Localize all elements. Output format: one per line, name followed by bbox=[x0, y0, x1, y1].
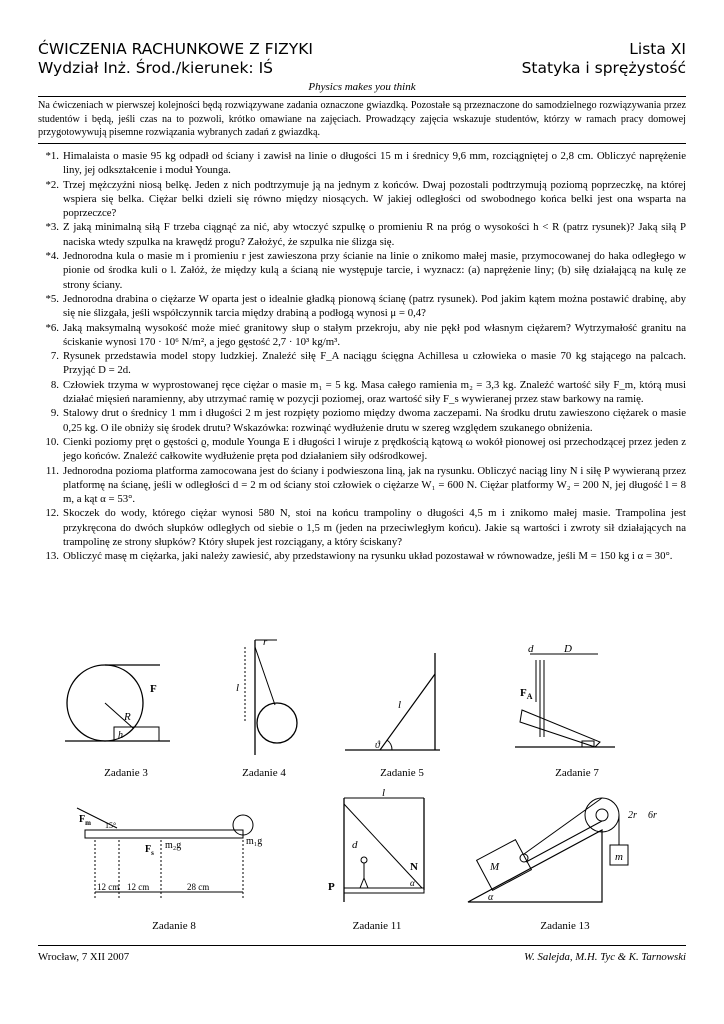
svg-text:FA bbox=[520, 687, 533, 701]
z8-d3: 28 cm bbox=[187, 882, 210, 892]
problem-item bbox=[38, 220, 686, 249]
z11-P: P bbox=[328, 881, 335, 893]
z8-angle: 15° bbox=[105, 821, 117, 830]
problem-number: *3. bbox=[45, 221, 59, 234]
figure-z11 bbox=[322, 787, 432, 910]
z8-Fm-sub: m bbox=[85, 819, 91, 827]
problem-item bbox=[38, 549, 686, 563]
caption-z3: Zadanie 3 bbox=[104, 767, 148, 779]
problem-item bbox=[38, 178, 686, 221]
page-header bbox=[38, 40, 686, 78]
z7-FA-sub: A bbox=[526, 692, 533, 701]
problem-item bbox=[38, 506, 686, 549]
z3-F: F bbox=[150, 683, 157, 695]
z7-D: D bbox=[564, 643, 572, 655]
svg-text:Fs bbox=[145, 844, 154, 857]
svg-text:Fm bbox=[79, 814, 91, 827]
z11-d: d bbox=[352, 839, 358, 851]
z4-l: l bbox=[236, 682, 240, 694]
problem-item bbox=[38, 292, 686, 321]
problem-text: Jaką maksymalną wysokość może mieć granitowy słup o stałym przekroju, aby nie pękł pod własnym ciężarem? Wytrzymałość granitu na ściskanie wynosi 170 · 10⁶ N/m², a jego gęstość 2,7 · 10³ kg/m³. bbox=[63, 321, 686, 348]
problem-item bbox=[38, 378, 686, 407]
page-footer bbox=[38, 945, 686, 963]
z8-m1g: m₁g bbox=[246, 836, 263, 847]
caption-z7: Zadanie 7 bbox=[555, 767, 599, 779]
figure-z4 bbox=[225, 635, 325, 760]
problem-text: Himalaista o masie 95 kg odpadł od ściany i zawisł na linie o długości 15 m i średnicy 9,6 mm, rozciągniętej o 2,8 cm. Obliczyć naprężenie liny, jej odkształcenie i moduł Younga. bbox=[63, 150, 686, 177]
problem-number: 11. bbox=[45, 464, 59, 477]
caption-z8: Zadanie 8 bbox=[152, 920, 196, 932]
problem-number: 12. bbox=[45, 507, 59, 520]
problem-item bbox=[38, 349, 686, 378]
problem-item bbox=[38, 249, 686, 292]
problem-number: 13. bbox=[45, 550, 59, 563]
problem-item bbox=[38, 435, 686, 464]
motto: Physics makes you think bbox=[308, 81, 416, 93]
list-number: Lista XI bbox=[629, 40, 686, 58]
problem-number: *4. bbox=[45, 250, 59, 263]
z7-d: d bbox=[528, 643, 534, 655]
problem-item bbox=[38, 321, 686, 350]
problem-number: 7. bbox=[50, 350, 59, 363]
problem-list bbox=[38, 149, 686, 564]
problem-item bbox=[38, 464, 686, 507]
list-topic: Statyka i sprężystość bbox=[521, 59, 686, 77]
problem-number: 9. bbox=[50, 407, 59, 420]
z5-theta: ϑ bbox=[375, 740, 380, 751]
caption-z11: Zadanie 11 bbox=[352, 920, 402, 932]
problem-number: *6. bbox=[45, 321, 59, 334]
z13-r2: 2r bbox=[628, 810, 637, 821]
figure-z8 bbox=[75, 800, 263, 908]
problem-text: Jednorodna drabina o ciężarze W oparta jest o idealnie gładką pionową ścianę (patrz rysunek). Pod jakim kątem można postawić drabinę, aby się nie ślizgała, jeśli współczynnik tarcia między drabiną a podłogą wynosi μ = 0,4? bbox=[63, 292, 686, 320]
problem-item bbox=[38, 406, 686, 435]
figure-z13 bbox=[462, 790, 672, 908]
problem-text: Skoczek do wody, którego ciężar wynosi 580 N, stoi na końcu trampoliny o długości 4,5 m i znikomo małej masie. Trampolina jest przykręcona do dwóch słupków odległych od siebie o 1,5 m (jeden na przeciwległym końcu). Jakie są wartości i zwroty sił działających na trampolinę ze strony słupków? Który słupek jest rozciągany, a który ściskany? bbox=[63, 507, 686, 549]
problem-text: Człowiek trzyma w wyprostowanej ręce ciężar o masie m₁ = 5 kg. Masa całego ramienia m₂ = 3,3 kg. Znaleźć wartość siły F_m, którą musi działać mięsień naramienny, aby utrzymać ramię w pozycji poziomej, oraz wartość siły F_s wywieranej przez staw barkowy na ramię. bbox=[63, 378, 686, 406]
problem-number: 10. bbox=[45, 435, 59, 448]
figure-z7 bbox=[510, 642, 620, 757]
problem-text: Cienki poziomy pręt o gęstości ϱ, module Younga E i długości l wiruje z prędkością kątową ω wokół pionowej osi przechodzącej przez jeden z jego końców. Znaleźć całkowite wydłużenie pręta pod działaniem siły odśrodkowej. bbox=[63, 435, 686, 463]
z11-l: l bbox=[382, 787, 386, 799]
problem-number: *1. bbox=[45, 150, 59, 162]
problem-number: *5. bbox=[45, 292, 59, 305]
course-title: ĆWICZENIA RACHUNKOWE Z FIZYKI bbox=[38, 40, 313, 58]
z11-N: N bbox=[410, 861, 418, 873]
z11-alpha: α bbox=[410, 878, 415, 888]
z13-alpha: α bbox=[488, 892, 494, 903]
problem-item bbox=[38, 149, 686, 178]
z8-Fs-sub: s bbox=[151, 849, 154, 857]
z3-h: h bbox=[118, 730, 123, 741]
z13-m: m bbox=[615, 851, 623, 863]
z8-Fm: F bbox=[79, 814, 86, 825]
z4-r: r bbox=[263, 636, 268, 648]
problem-text: Z jaką minimalną siłą F trzeba ciągnąć za nić, aby wtoczyć szpulkę o promieniu R na próg o wysokości h < R (patrz rysunek)? Jaką siłą P naciska wtedy szpulka na krawędź progu? Założyć, że szpulka nie ślizga się. bbox=[63, 221, 686, 248]
caption-z13: Zadanie 13 bbox=[540, 920, 590, 932]
problem-text: Obliczyć masę m ciężarka, jaki należy zawiesić, aby przedstawiony na rysunku układ pozostawał w równowadze, jeśli M = 150 kg i α = 30°. bbox=[63, 550, 673, 563]
z13-r6: 6r bbox=[648, 810, 657, 821]
intro-paragraph: Na ćwiczeniach w pierwszej kolejności będą rozwiązywane zadania oznaczone gwiazdką. Pozostałe są przeznaczone do samodzielnego rozwiązywania przez studentów i będą, jeśli czas na to pozwoli, krótko omawiane na zajęciach. Prowadzący zajęcia wskazuje studentów, którzy w ramach pracy domowej przygotowywują pisemne rozwiązania wybranych zadań z gwiazdką. bbox=[38, 96, 686, 144]
caption-z4: Zadanie 4 bbox=[242, 767, 286, 779]
z13-M: M bbox=[490, 861, 500, 873]
caption-z5: Zadanie 5 bbox=[380, 767, 424, 779]
z7-FA: F bbox=[520, 687, 527, 699]
faculty-line: Wydział Inż. Środ./kierunek: IŚ bbox=[38, 59, 273, 77]
footer-date: Wrocław, 7 XII 2007 bbox=[38, 951, 130, 963]
z8-Fs: F bbox=[145, 844, 152, 855]
z8-m2g: m₂g bbox=[165, 840, 182, 851]
problem-number: 8. bbox=[50, 378, 59, 391]
z5-l: l bbox=[398, 699, 402, 711]
problem-number: *2. bbox=[45, 178, 59, 191]
footer-authors: W. Salejda, M.H. Tyc & K. Tarnowski bbox=[524, 951, 686, 963]
figure-z3 bbox=[60, 648, 180, 758]
figure-z5 bbox=[340, 648, 450, 758]
problem-text: Stalowy drut o średnicy 1 mm i długości 2 m jest rozpięty poziomo między dwoma zaczepami. Na środku drutu zawieszono ciężarek o masie 0,25 kg. O ile obniży się środek drutu? Wskazówka: rozwinąć wydłużenie drutu w szereg względem szukanego obniżenia. bbox=[63, 407, 686, 434]
problem-text: Trzej mężczyźni niosą belkę. Jeden z nich podtrzymuje ją na jednym z końców. Dwaj pozostali podtrzymują poziomą poprzeczkę, na której wspiera się belka. Ciężar belki dzieli się równo między niosących. W jakiej odległości od swobodnego końca belki jest ona wsparta na poprzeczce? bbox=[63, 178, 686, 220]
problem-text: Jednorodna pozioma platforma zamocowana jest do ściany i podwieszona liną, jak na rysunku. Obliczyć naciąg liny N i siłę P wywieraną przez platformę na ścianę, jeśli w odległości d = 2 m od ściany stoi człowiek o ciężarze W₁ = 600 N. Ciężar platformy W₂ = 200 N, jej długość l = 8 m, a kąt α = 53°. bbox=[63, 464, 686, 506]
problem-text: Rysunek przedstawia model stopy ludzkiej. Znaleźć siłę F_A naciągu ścięgna Achillesa u człowieka o masie 70 kg stającego na palcach. Przyjąć D = 2d. bbox=[63, 350, 686, 377]
z8-d2: 12 cm bbox=[127, 882, 150, 892]
z3-R: R bbox=[124, 711, 131, 723]
z8-d1: 12 cm bbox=[97, 882, 120, 892]
problem-text: Jednorodna kula o masie m i promieniu r jest zawieszona przy ścianie na linie o znikomo małej masie, przymocowanej do haka odległego w pionie od środka kuli o l. Załóż, że między kulą a ścianą nie występuje tarcie, i wyznacz: (a) naprężenie liny; (b) siłę działającą na kulę ze strony ściany. bbox=[63, 250, 686, 291]
